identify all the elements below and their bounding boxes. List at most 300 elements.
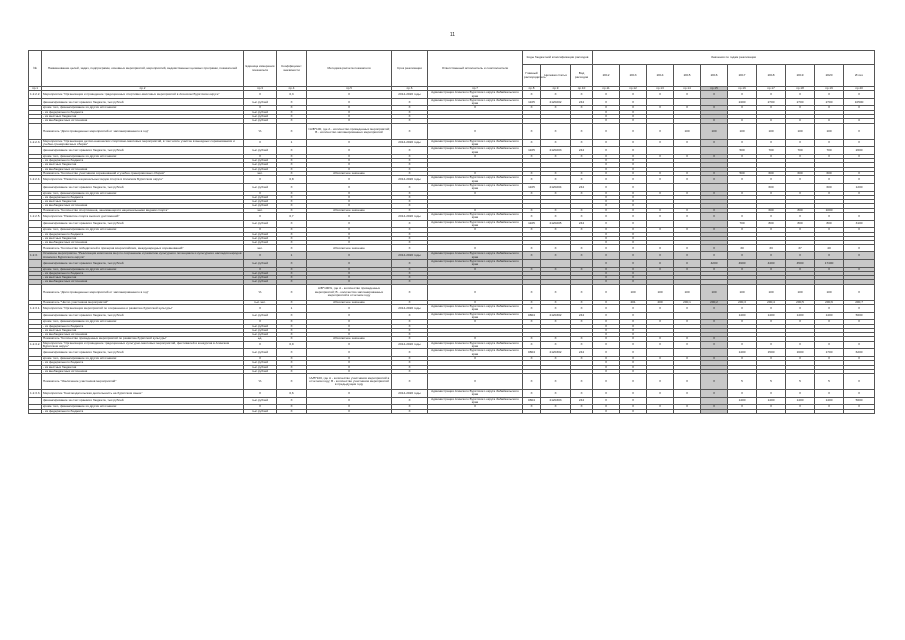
table-cell: тыс.рублей <box>244 324 277 328</box>
table-cell: Х <box>307 232 392 236</box>
table-cell: Х <box>728 390 757 398</box>
table-cell: Х <box>674 176 701 184</box>
table-cell: тыс.рублей <box>244 397 277 405</box>
header-article: Целевая статья <box>541 65 571 87</box>
table-cell: Х <box>428 106 523 110</box>
table-cell: Х <box>728 267 757 271</box>
table-cell: Х <box>392 204 428 208</box>
table-cell: Х <box>647 213 674 221</box>
table-cell: Х <box>757 252 786 260</box>
table-cell: 1 <box>277 139 307 147</box>
table-cell <box>428 409 523 413</box>
table-cell: Х <box>620 328 647 332</box>
table-cell <box>757 409 786 413</box>
table-cell: Х <box>757 176 786 184</box>
table-cell: 1 <box>277 252 307 260</box>
table-cell: Х <box>593 337 620 341</box>
table-cell: 100 <box>701 284 728 300</box>
table-cell: Х <box>571 267 593 271</box>
table-cell: тыс.рублей <box>244 365 277 369</box>
table-cell: Х <box>593 356 620 360</box>
table-cell: Х <box>244 154 277 158</box>
table-cell: Х <box>620 236 647 240</box>
table-cell: Х <box>307 200 392 204</box>
table-cell: Х <box>593 405 620 409</box>
table-cell: Х <box>277 280 307 284</box>
table-cell: Х <box>392 220 428 228</box>
table-cell: Х <box>674 305 701 313</box>
table-cell: 100 <box>620 284 647 300</box>
table-cell: Администрация Агинского Бурятского округа Забайкальского края <box>428 91 523 99</box>
table-cell: Х <box>593 365 620 369</box>
row-name: - из местных бюджетов <box>42 328 244 332</box>
row-name: кроме того, финансирование из других источников: <box>42 320 244 324</box>
table-cell: Х <box>277 195 307 199</box>
table-cell: Х <box>844 252 875 260</box>
table-cell: Х <box>307 106 392 110</box>
table-cell: Х <box>620 119 647 123</box>
table-cell: Х <box>728 252 757 260</box>
table-cell: Х <box>307 356 392 360</box>
table-body <box>29 91 875 414</box>
table-cell: Х <box>307 241 392 245</box>
table-cell: Х <box>786 390 815 398</box>
table-cell <box>541 409 571 413</box>
table-cell: Х <box>701 341 728 349</box>
table-cell: Х <box>728 154 757 158</box>
table-cell: Х <box>844 284 875 300</box>
table-cell: Х <box>647 245 674 252</box>
table-cell: тыс.рублей <box>244 204 277 208</box>
table-cell: Х <box>701 191 728 195</box>
table-cell: Х <box>523 374 541 390</box>
table-cell: Х <box>277 172 307 176</box>
table-cell: Х <box>815 405 844 409</box>
table-cell: 2700 <box>757 98 786 106</box>
table-cell: 0 <box>728 119 757 123</box>
table-cell: 0 <box>647 259 674 267</box>
table-cell: Х <box>392 276 428 280</box>
table-cell: Х <box>620 337 647 341</box>
table-cell: Х <box>541 228 571 232</box>
table-cell: 200,2 <box>701 300 728 304</box>
table-cell: Х <box>620 267 647 271</box>
table-cell: Х <box>307 228 392 232</box>
table-cell: Х <box>307 341 392 349</box>
table-cell: Администрация Агинского Бурятского округа Забайкальского края <box>428 147 523 155</box>
table-cell: Х <box>428 284 523 300</box>
row-name: Мероприятие "Организация и проведение традиционных спортивно-массовых мероприятий в Агинском Бурятском округе" <box>42 91 244 99</box>
table-cell: Х <box>815 91 844 99</box>
table-cell: Х <box>307 324 392 328</box>
row-name: финансирование за счет краевого бюджета, тыс.рублей <box>42 397 244 405</box>
table-cell: 1400 <box>786 312 815 320</box>
table-cell: Х <box>728 320 757 324</box>
row-number <box>29 245 42 252</box>
table-cell: чел. <box>244 172 277 176</box>
table-cell: Х <box>674 213 701 221</box>
column-number: пр.18 <box>786 87 815 91</box>
table-cell: 0,6 <box>277 390 307 398</box>
table-cell: 600 <box>757 172 786 176</box>
table-cell: Х <box>674 91 701 99</box>
table-cell: Х <box>701 208 728 212</box>
table-cell: Х <box>392 312 428 320</box>
table-cell: Х <box>307 320 392 324</box>
table-cell: Х <box>593 110 620 114</box>
table-cell: Х <box>701 374 728 390</box>
table-cell: 1600 <box>786 349 815 357</box>
table-cell: Х <box>244 213 277 221</box>
table-cell: Х <box>647 208 674 212</box>
table-cell: Х <box>307 163 392 167</box>
table-cell: Х <box>523 305 541 313</box>
table-cell: тыс.рублей <box>244 200 277 204</box>
table-cell: 0 <box>786 119 815 123</box>
row-name: кроме того, финансирование из других источников: <box>42 154 244 158</box>
table-cell: 2120204 <box>541 183 571 191</box>
table-cell: Х <box>392 236 428 240</box>
table-cell: Х <box>541 172 571 176</box>
table-cell: Х <box>593 236 620 240</box>
table-cell: 600 <box>757 183 786 191</box>
table-cell <box>844 409 875 413</box>
row-name: - из местных бюджетов <box>42 163 244 167</box>
table-cell: 5 <box>815 374 844 390</box>
table-cell: Х <box>307 119 392 123</box>
table-cell <box>571 259 593 267</box>
table-cell: Х <box>620 280 647 284</box>
table-cell: Х <box>593 172 620 176</box>
row-name: - из федерального бюджета <box>42 159 244 163</box>
table-cell: Х <box>307 409 392 413</box>
table-cell: Х <box>620 163 647 167</box>
table-cell: Х <box>593 200 620 204</box>
table-cell: тыс.рублей <box>244 280 277 284</box>
table-cell: Х <box>844 106 875 110</box>
table-cell: тыс.рублей <box>244 232 277 236</box>
table-cell: 200,4 <box>757 300 786 304</box>
table-cell: Х <box>277 119 307 123</box>
row-name: финансирование за счет краевого бюджета, тыс.рублей <box>42 183 244 191</box>
table-cell: 1105 <box>523 147 541 155</box>
table-row <box>29 220 875 228</box>
table-cell: Администрация Агинского Бурятского округа Забайкальского края <box>428 390 523 398</box>
table-cell: Х <box>392 115 428 119</box>
table-cell: 0804 <box>523 349 541 357</box>
row-name: - из местных бюджетов <box>42 200 244 204</box>
table-cell: Х <box>593 280 620 284</box>
table-cell: Х <box>647 139 674 147</box>
table-cell: Х <box>620 147 647 155</box>
table-cell: Х <box>307 236 392 240</box>
table-cell: 2120202 <box>541 98 571 106</box>
column-number: пр.14 <box>674 87 701 91</box>
table-cell: Х <box>277 276 307 280</box>
row-name: Мероприятие "Развитие спорта высших достижений" <box>42 213 244 221</box>
table-cell: Х <box>571 106 593 110</box>
table-cell: Х <box>571 252 593 260</box>
table-cell: Х <box>701 154 728 158</box>
table-cell: Х <box>786 267 815 271</box>
table-cell: 100 <box>701 123 728 139</box>
table-cell: Х <box>593 220 620 228</box>
table-cell: 2700 <box>786 98 815 106</box>
table-cell: 2014-2020 годы <box>392 91 428 99</box>
table-cell: Х <box>428 228 523 232</box>
table-cell <box>674 409 701 413</box>
table-cell: Х <box>786 252 815 260</box>
table-cell: 244 <box>571 220 593 228</box>
table-cell: Х <box>244 390 277 398</box>
table-cell: Х <box>392 374 428 390</box>
table-cell: 4200 <box>701 259 728 267</box>
table-cell: тыс.рублей <box>244 236 277 240</box>
table-cell: Х <box>844 172 875 176</box>
table-cell: 100 <box>674 123 701 139</box>
column-number: пр.13 <box>647 87 674 91</box>
table-cell: Х <box>593 349 620 357</box>
table-cell: Х <box>593 208 620 212</box>
table-cell: 100 <box>647 284 674 300</box>
table-cell: Х <box>593 252 620 260</box>
table-cell: Х <box>620 252 647 260</box>
table-cell: Х <box>541 341 571 349</box>
table-cell: Администрация Агинского Бурятского округа Забайкальского края <box>428 305 523 313</box>
table-cell: Х <box>523 123 541 139</box>
table-cell: Х <box>277 232 307 236</box>
table-cell: Х <box>701 252 728 260</box>
header-year: 2014 <box>647 65 674 87</box>
table-cell: Х <box>307 305 392 313</box>
row-name: - из внебюджетных источников <box>42 333 244 337</box>
table-cell: 1400 <box>815 312 844 320</box>
table-cell: Х <box>523 300 541 304</box>
table-cell: 0 <box>674 259 701 267</box>
table-cell: Х <box>523 390 541 398</box>
table-cell: Х <box>277 312 307 320</box>
table-cell: Х <box>593 91 620 99</box>
table-cell: Х <box>728 305 757 313</box>
table-cell: Х <box>541 305 571 313</box>
row-name: - из внебюджетных источников <box>42 167 244 171</box>
table-cell: 100 <box>815 284 844 300</box>
row-name: Мероприятие "Развитие национальных видов спорта в Агинском Бурятском округе" <box>42 176 244 184</box>
table-cell: Х <box>593 271 620 275</box>
table-cell: Х <box>571 320 593 324</box>
table-cell: Х <box>571 91 593 99</box>
row-name: Показатель "Доля проведенных мероприятий от запланированного в год" <box>42 123 244 139</box>
row-name: кроме того, финансирование из других источников: <box>42 106 244 110</box>
column-number: пр.4 <box>277 87 307 91</box>
table-cell: 2120303 <box>541 397 571 405</box>
table-cell <box>728 183 757 191</box>
table-cell: Х <box>277 374 307 390</box>
header-year: 2019 <box>786 65 815 87</box>
table-cell: Х <box>757 341 786 349</box>
table-cell: 800 <box>786 208 815 212</box>
table-cell: 6200 <box>844 349 875 357</box>
table-cell: 0,8 <box>277 176 307 184</box>
table-cell: 2014-2020 годы <box>392 213 428 221</box>
table-cell: 600 <box>815 183 844 191</box>
table-cell: Х <box>571 300 593 304</box>
table-cell: Х <box>571 284 593 300</box>
table-cell: Х <box>620 167 647 171</box>
table-cell: Х <box>541 123 571 139</box>
table-cell: Х <box>647 252 674 260</box>
table-cell: Х <box>277 369 307 373</box>
table-cell: Х <box>757 228 786 232</box>
table-cell: Х <box>307 91 392 99</box>
table-cell: Х <box>307 159 392 163</box>
table-cell: Х <box>647 106 674 110</box>
table-cell: Х <box>701 213 728 221</box>
table-cell: 244 <box>571 98 593 106</box>
table-cell: Х <box>674 356 701 360</box>
row-name: кроме того, финансирование из других источников: <box>42 405 244 409</box>
table-cell: Х <box>523 106 541 110</box>
table-cell: Х <box>571 374 593 390</box>
table-cell: Х <box>244 252 277 260</box>
table-cell: Х <box>571 139 593 147</box>
table-cell: Х <box>277 328 307 332</box>
table-cell: Х <box>307 390 392 398</box>
table-cell: Х <box>593 139 620 147</box>
table-cell: Х <box>647 356 674 360</box>
table-cell <box>523 409 541 413</box>
table-cell: Х <box>392 195 428 199</box>
table-cell: Х <box>523 228 541 232</box>
table-cell: Х <box>620 139 647 147</box>
table-cell: Х <box>786 213 815 221</box>
row-number: 1.2.3. <box>29 252 42 260</box>
table-cell: 100 <box>674 284 701 300</box>
table-cell: Администрация Агинского Бурятского округа Забайкальского края <box>428 259 523 267</box>
table-row <box>29 183 875 191</box>
table-cell: 1700 <box>815 349 844 357</box>
row-number: 1.2.3.1. <box>29 305 42 313</box>
table-cell: 17400 <box>815 259 844 267</box>
table-cell: Х <box>277 154 307 158</box>
table-cell: 0 <box>701 119 728 123</box>
table-cell: Х <box>593 369 620 373</box>
row-name: Показатель "Доля проведенных мероприятий от запланированного в год" <box>42 284 244 300</box>
row-name: - из федерального бюджета <box>42 232 244 236</box>
table-cell: Х <box>307 405 392 409</box>
table-cell: тыс.рублей <box>244 98 277 106</box>
table-cell: 500 <box>728 172 757 176</box>
table-cell: Х <box>307 276 392 280</box>
table-cell: Х <box>757 139 786 147</box>
table-cell: Х <box>307 333 392 337</box>
table-cell: Х <box>757 405 786 409</box>
table-cell: Х <box>647 341 674 349</box>
table-cell: Х <box>674 208 701 212</box>
table-cell: Х <box>620 154 647 158</box>
table-cell: Х <box>392 241 428 245</box>
table-cell: 1400 <box>728 397 757 405</box>
table-cell: Х <box>428 172 523 176</box>
table-cell: 3100 <box>844 220 875 228</box>
table-cell: 244 <box>571 397 593 405</box>
table-cell: тыс.рублей <box>244 220 277 228</box>
table-cell: Х <box>277 356 307 360</box>
column-number: пр.15 <box>701 87 728 91</box>
table-cell: Х <box>728 106 757 110</box>
table-cell: Х <box>593 183 620 191</box>
table-cell: Х <box>701 356 728 360</box>
table-cell: Х <box>674 341 701 349</box>
table-cell: Х <box>307 267 392 271</box>
table-cell: Х <box>392 167 428 171</box>
row-name: Мероприятие "Книгоиздательская деятельность на бурятском языке" <box>42 390 244 398</box>
header-year: 2013 <box>620 65 647 87</box>
table-cell: 200,1 <box>674 300 701 304</box>
table-cell: 0 <box>815 119 844 123</box>
table-cell: Х <box>392 369 428 373</box>
row-name: - из федерального бюджета <box>42 361 244 365</box>
table-cell: Х <box>392 259 428 267</box>
table-cell: Х <box>244 320 277 324</box>
table-cell: Х <box>674 252 701 260</box>
table-cell: Х <box>786 405 815 409</box>
table-cell: 244 <box>571 312 593 320</box>
table-cell: Х <box>844 405 875 409</box>
table-cell: Х <box>541 245 571 252</box>
table-cell: Х <box>786 191 815 195</box>
table-cell: Х <box>523 139 541 147</box>
row-number <box>29 259 42 267</box>
table-cell: 1105 <box>523 220 541 228</box>
table-cell: Х <box>786 356 815 360</box>
table-cell: Х <box>523 267 541 271</box>
table-cell: Х <box>701 91 728 99</box>
table-cell: 244 <box>571 349 593 357</box>
table-cell: Х <box>620 276 647 280</box>
table-cell: 2014-2020 годы <box>392 139 428 147</box>
table-cell: Х <box>701 405 728 409</box>
table-row <box>29 98 875 106</box>
row-name: финансирование за счет краевого бюджета, тыс.рублей <box>42 147 244 155</box>
table-cell: Х <box>674 320 701 324</box>
table-cell: Х <box>674 139 701 147</box>
table-cell: Х <box>844 139 875 147</box>
table-cell: 201 <box>620 300 647 304</box>
table-cell: Х <box>392 183 428 191</box>
table-cell: Х <box>523 208 541 212</box>
column-number: пр.17 <box>757 87 786 91</box>
table-cell: Х <box>277 397 307 405</box>
table-cell: тыс.рублей <box>244 115 277 119</box>
table-cell: Х <box>620 228 647 232</box>
table-cell: тыс.рублей <box>244 110 277 114</box>
table-cell: Х <box>392 267 428 271</box>
table-cell: 100 <box>786 284 815 300</box>
table-cell: Х <box>593 176 620 184</box>
header-year: 2017 <box>728 65 757 87</box>
table-cell: Х <box>541 91 571 99</box>
table-cell: 700 <box>786 147 815 155</box>
table-cell: Х <box>571 213 593 221</box>
table-cell: Х <box>571 341 593 349</box>
header-year: 2012 <box>593 65 620 87</box>
table-cell: Х <box>392 228 428 232</box>
table-cell: 5 <box>786 374 815 390</box>
table-cell: 200 <box>647 300 674 304</box>
table-cell: тыс.чел. <box>244 300 277 304</box>
table-cell: Х <box>277 147 307 155</box>
